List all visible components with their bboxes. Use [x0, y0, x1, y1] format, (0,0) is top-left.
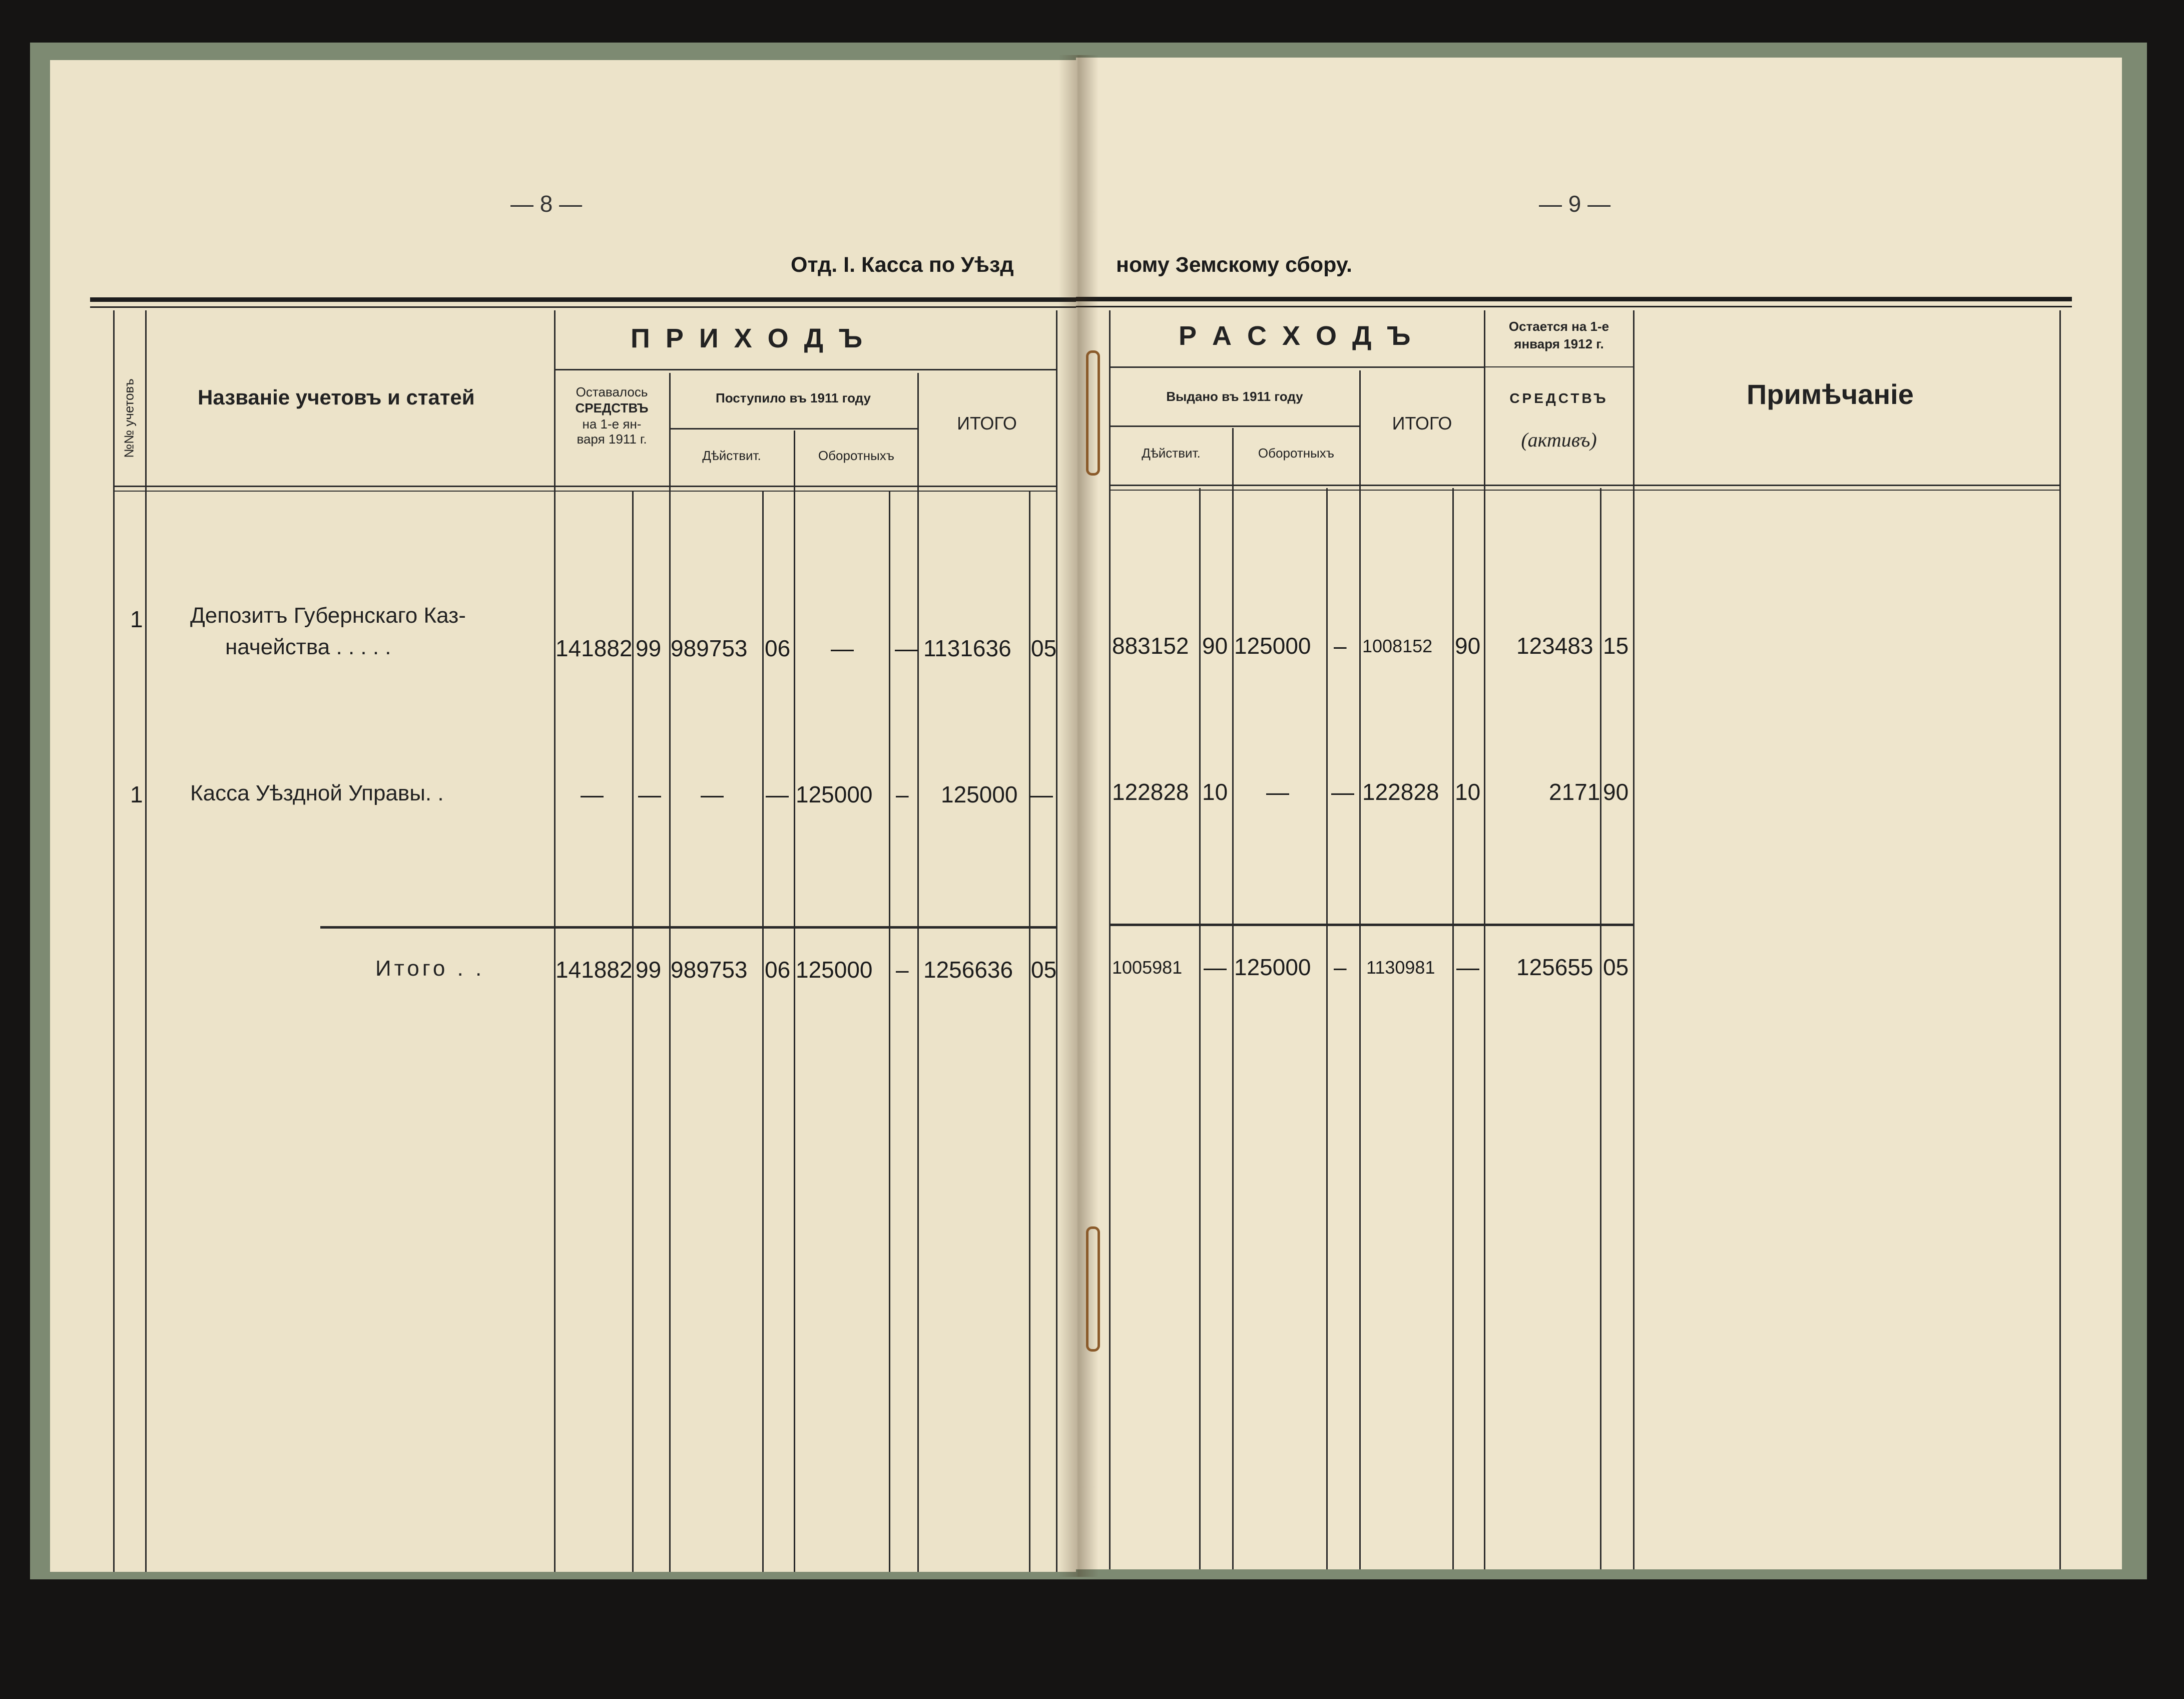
postupilo-header: Поступило въ 1911 году — [716, 390, 871, 405]
total-sred-kop: 05 — [1603, 954, 1629, 980]
cell-vyd-deist-rub: 122828 — [1112, 779, 1189, 805]
col-number-header: №№ учетовъ — [121, 378, 137, 458]
itogo-header: ИТОГО — [957, 413, 1017, 434]
col-line — [2059, 310, 2061, 1569]
col-number-header-wrap — [114, 350, 144, 491]
row-line — [1109, 426, 1359, 427]
total-obor-kop: – — [896, 957, 909, 983]
cell-vyd-obor-rub: 125000 — [1234, 633, 1311, 659]
row-line — [669, 428, 917, 430]
cell-obor-rub: 125000 — [796, 781, 873, 807]
cell-itogo-kop: — — [1030, 781, 1053, 807]
itogo-r-header: ИТОГО — [1392, 413, 1452, 434]
cell-deist-rub: 989753 — [671, 635, 748, 661]
row-line — [113, 491, 1056, 492]
col-line — [1199, 488, 1201, 1569]
cell-ost-rub: — — [581, 781, 604, 807]
running-header-right: ному Земскому сбору. — [1116, 253, 1352, 277]
cell-vyd-deist-kop: 90 — [1202, 633, 1228, 659]
cell-vyd-obor-kop: – — [1334, 633, 1347, 659]
col-name-header: Названіе учетовъ и статей — [198, 385, 475, 409]
header-rule — [90, 297, 1076, 302]
ostavalos-header-2: СРЕДСТВЪ — [575, 400, 649, 415]
total-ost-kop: 99 — [636, 957, 662, 983]
total-vyd-deist-rub: 1005981 — [1112, 957, 1183, 978]
col-line — [145, 310, 147, 1572]
total-r-itogo-kop: — — [1456, 954, 1479, 980]
total-vyd-obor-kop: – — [1334, 954, 1347, 980]
col-line — [762, 491, 764, 1572]
cell-itogo-rub: 125000 — [941, 781, 1018, 807]
col-line — [113, 310, 115, 1572]
row-line — [1484, 366, 1633, 367]
col-line — [1109, 310, 1111, 1569]
cell-itogo-rub: 1131636 — [923, 635, 1011, 661]
cell-sred-kop: 90 — [1603, 779, 1629, 805]
total-r-itogo-rub: 1130981 — [1366, 957, 1435, 978]
cell-sred-kop: 15 — [1603, 633, 1629, 659]
total-ost-rub: 141882 — [556, 957, 633, 983]
col-line — [917, 373, 919, 1572]
total-deist-kop: 06 — [765, 957, 791, 983]
vydano-header: Выдано въ 1911 году — [1166, 389, 1303, 404]
cell-vyd-deist-rub: 883152 — [1112, 633, 1189, 659]
total-vyd-deist-kop: — — [1204, 954, 1227, 980]
col-line — [1633, 310, 1634, 1569]
cell-vyd-obor-rub: — — [1266, 779, 1289, 805]
col-line — [1232, 428, 1234, 1569]
ostavalos-header-4: варя 1911 г. — [577, 432, 647, 447]
ostavalos-header-1: Оставалось — [576, 384, 648, 399]
total-obor-rub: 125000 — [796, 957, 873, 983]
sredstv-header: СРЕДСТВЪ — [1509, 390, 1608, 406]
total-vyd-obor-rub: 125000 — [1234, 954, 1311, 980]
cell-ost-kop: 99 — [636, 635, 662, 661]
cell-sred-rub: 2171 — [1549, 779, 1600, 805]
running-header-left: Отд. I. Касса по Уѣзд — [791, 253, 1014, 277]
row-line — [1109, 490, 2059, 491]
left-page — [50, 60, 1076, 1572]
cell-r-itogo-kop: 10 — [1455, 779, 1481, 805]
cell-ost-kop: — — [638, 781, 661, 807]
total-sred-rub: 125655 — [1516, 954, 1593, 980]
raskhod-header: Р А С Х О Д Ъ — [1179, 321, 1415, 351]
col-line — [889, 491, 890, 1572]
cell-deist-rub: — — [701, 781, 724, 807]
total-itogo-rub: 1256636 — [923, 957, 1013, 983]
cell-vyd-deist-kop: 10 — [1202, 779, 1228, 805]
totals-rule — [320, 926, 1056, 929]
binding-stitch — [1086, 350, 1100, 476]
cell-obor-rub: — — [831, 635, 854, 661]
prikhod-header: П Р И Х О Д Ъ — [631, 323, 867, 353]
col-line — [1600, 488, 1601, 1569]
col-line — [1452, 488, 1454, 1569]
oborotnykh-r-header: Оборотныхъ — [1258, 446, 1335, 461]
row-name-line1: Касса Уѣздной Управы. . — [190, 781, 444, 805]
cell-ost-rub: 141882 — [556, 635, 633, 661]
page-number: — 8 — — [510, 191, 583, 217]
cell-vyd-obor-kop: — — [1331, 779, 1354, 805]
deistvit-header: Дѣйствит. — [702, 448, 761, 463]
ostaetsya-header-2: января 1912 г. — [1514, 336, 1604, 351]
primechanie-header: Примѣчаніе — [1747, 378, 1914, 410]
aktiv-header: (активъ) — [1521, 429, 1597, 451]
col-line — [1056, 310, 1057, 1572]
row-name-line2: начейства . . . . . — [225, 635, 391, 659]
oborotnykh-header: Оборотныхъ — [818, 448, 895, 463]
header-rule-thin — [90, 306, 1076, 308]
header-rule-thin — [1076, 306, 2072, 307]
cell-obor-kop: — — [895, 635, 918, 661]
row-number: 1 — [130, 606, 143, 632]
right-page — [1076, 58, 2122, 1569]
totals-label: Итого . . — [375, 956, 485, 981]
row-line — [1109, 366, 1484, 368]
col-line — [1029, 491, 1030, 1572]
page-number: — 9 — — [1539, 191, 1611, 217]
col-line — [1326, 488, 1328, 1569]
col-line — [794, 431, 795, 1572]
totals-rule — [1109, 924, 1633, 926]
ostaetsya-header-1: Остается на 1-е — [1508, 319, 1609, 334]
cell-deist-kop: — — [766, 781, 789, 807]
row-number: 1 — [130, 781, 143, 807]
header-rule — [1076, 297, 2072, 301]
cell-r-itogo-kop: 90 — [1455, 633, 1481, 659]
col-line — [1484, 310, 1485, 1569]
row-line — [554, 369, 1056, 370]
row-line — [113, 486, 1056, 487]
ostavalos-header-3: на 1-е ян- — [582, 416, 642, 432]
deistvit-r-header: Дѣйствит. — [1142, 446, 1201, 461]
total-deist-rub: 989753 — [671, 957, 748, 983]
col-line — [1359, 370, 1361, 1569]
cell-r-itogo-rub: 1008152 — [1362, 636, 1433, 656]
row-line — [1109, 485, 2059, 486]
binding-stitch — [1086, 1226, 1100, 1352]
col-line — [554, 310, 556, 1572]
cell-deist-kop: 06 — [765, 635, 791, 661]
cell-r-itogo-rub: 122828 — [1362, 779, 1439, 805]
cell-itogo-kop: 05 — [1031, 635, 1057, 661]
cell-obor-kop: – — [896, 781, 909, 807]
total-itogo-kop: 05 — [1031, 957, 1057, 983]
cell-sred-rub: 123483 — [1516, 633, 1593, 659]
row-name-line1: Депозитъ Губернскаго Каз- — [190, 603, 466, 628]
